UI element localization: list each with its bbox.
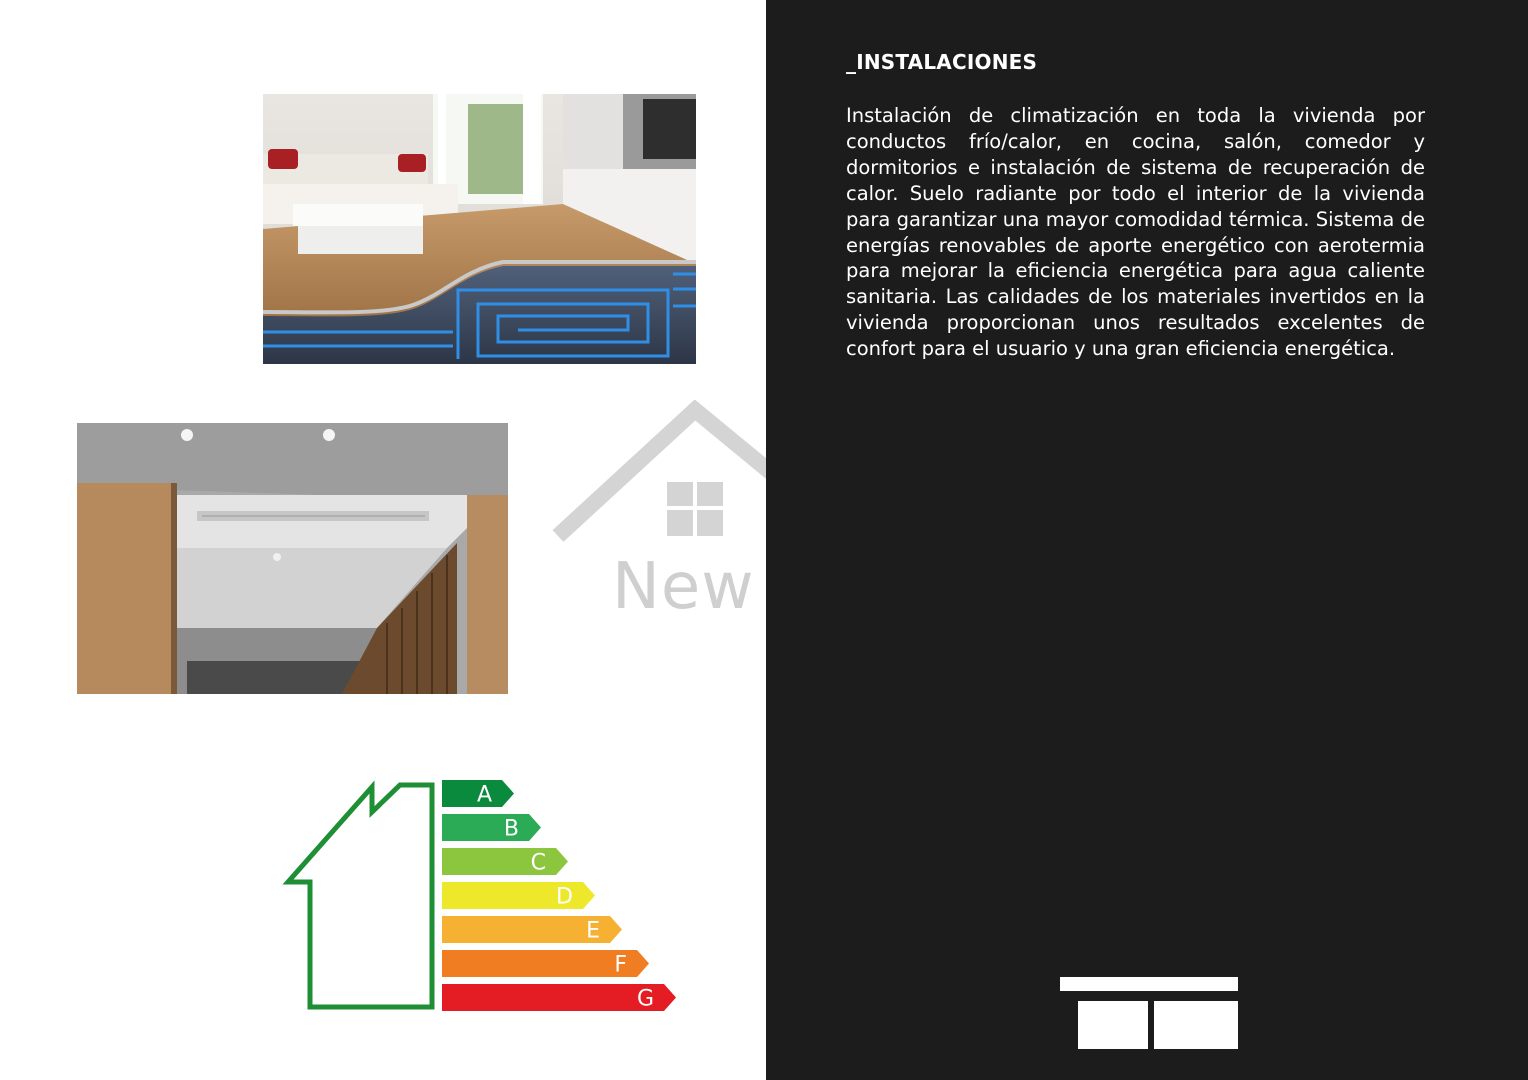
watermark-text: New [612, 550, 755, 624]
energy-class-label-g: G [636, 986, 654, 1012]
energy-class-label-a: A [476, 782, 492, 808]
energy-efficiency-chart [280, 770, 690, 1015]
brand-logo-icon [1060, 977, 1238, 1049]
energy-class-bar-c [442, 848, 568, 875]
energy-house-outline-icon [288, 785, 432, 1007]
energy-class-label-d: D [556, 884, 573, 910]
section-body: Instalación de climatización en toda la vivienda por conductos frío/calor, en cocina, salón, comedor y dormitorios e instalación de sistema de recuperación de calor. Suelo radiante por todo el interior de la vivienda para garantizar una mayor comodidad térmica. Sistema de energías renovables de aporte energético con aerotermia para mejorar la eficiencia energética para agua caliente sanitaria. Las calidades de los materiales invertidos en la vivienda proporcionan unos resultados excelentes de confort para el usuario y una gran eficiencia energética. [846, 104, 1425, 361]
underfloor-heating-photo [263, 94, 696, 364]
energy-class-label-b: B [503, 816, 519, 842]
energy-class-label-e: E [586, 918, 600, 944]
ducted-ac-photo [77, 423, 508, 694]
energy-class-label-c: C [530, 850, 546, 876]
energy-class-label-f: F [614, 952, 627, 978]
energy-class-bar-b [442, 814, 541, 841]
section-title: _INSTALACIONES [846, 50, 1038, 74]
